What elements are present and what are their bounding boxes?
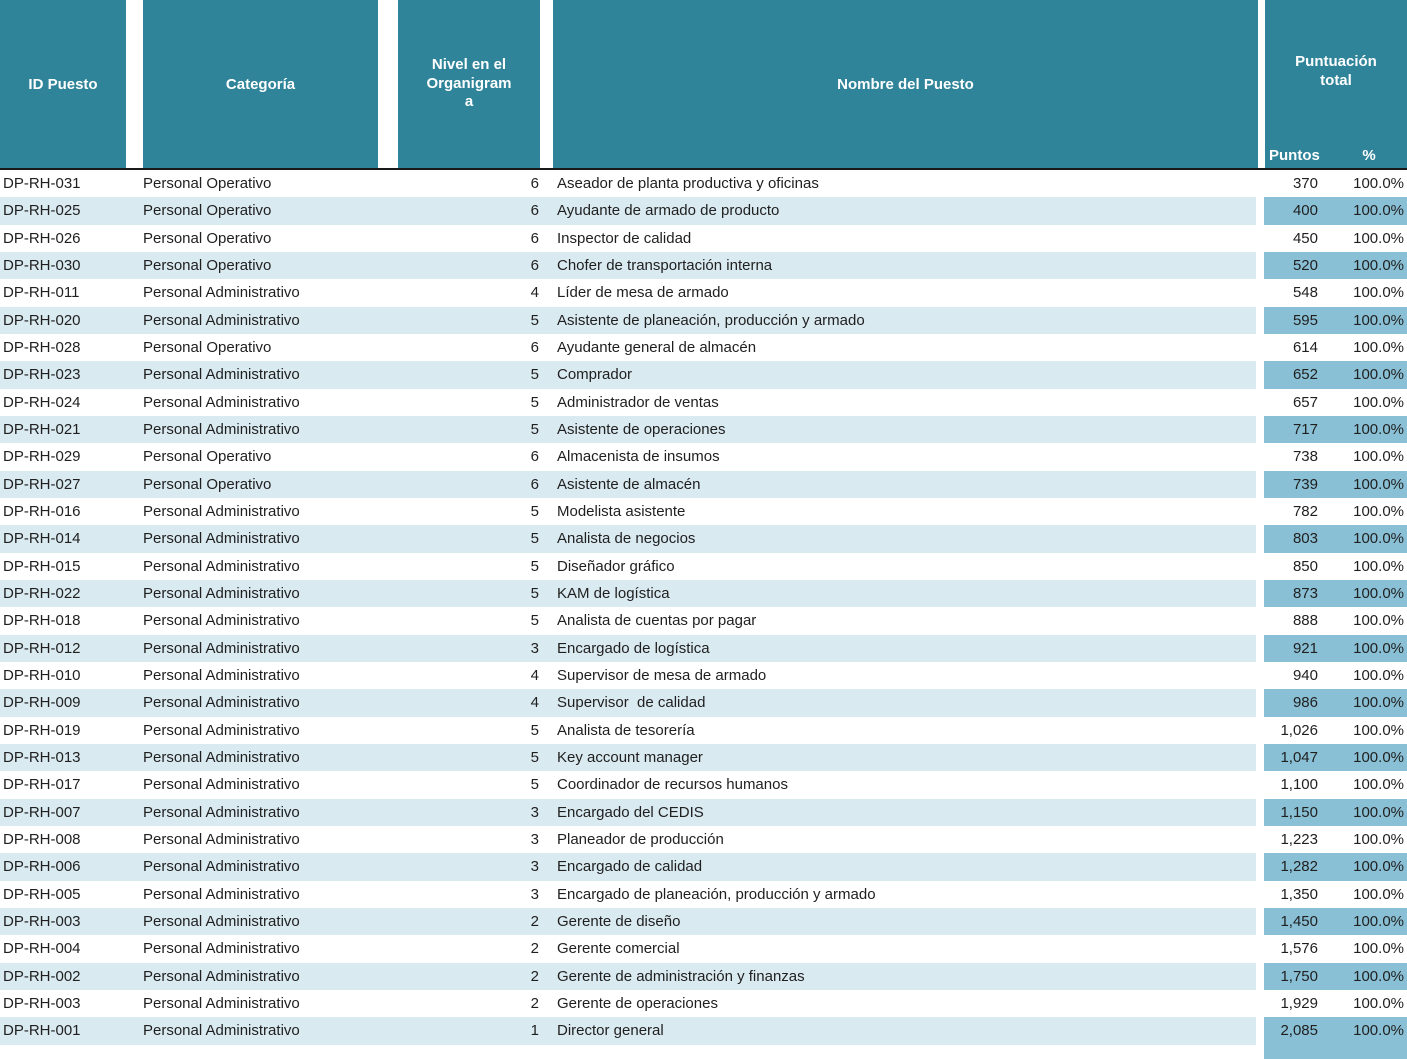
cell-percent: 100.0%	[1330, 307, 1407, 334]
cell-nombre: Chofer de transportación interna	[540, 252, 1256, 279]
sub-header-puntos: Puntos	[1269, 146, 1320, 164]
cell-categoria: Personal Operativo	[143, 229, 272, 247]
cell-percent: 100.0%	[1353, 503, 1404, 521]
cell-gap	[1256, 279, 1264, 306]
cell-gap	[1256, 607, 1264, 634]
cell-gap	[1256, 553, 1264, 580]
table-row	[0, 525, 1407, 552]
cell-nivel: 5	[530, 721, 539, 739]
cell-nivel: 5	[530, 503, 539, 521]
table-row	[0, 963, 1407, 990]
cell-id-puesto: DP-RH-003	[3, 995, 81, 1012]
table-row	[0, 1017, 1407, 1044]
cell-nombre: KAM de logística	[540, 580, 1256, 607]
cell-nombre: Ayudante general de almacén	[557, 339, 757, 357]
cell-gap	[1256, 580, 1264, 607]
cell-gap	[1256, 1017, 1264, 1044]
cell-percent: 100.0%	[1353, 721, 1404, 739]
cell-nombre: Encargado de logística	[540, 635, 1256, 662]
cell-puntos: 614	[1292, 339, 1318, 357]
cell-id-puesto: DP-RH-009	[0, 689, 143, 716]
cell-gap	[1256, 771, 1264, 798]
table-row	[0, 443, 1407, 470]
column-header-label: Categoría	[225, 75, 296, 93]
cell-nombre: Planeador de producción	[557, 831, 724, 849]
cell-categoria: Personal Operativo	[143, 448, 272, 466]
table-row	[0, 771, 1407, 798]
cell-percent: 100.0%	[1353, 940, 1404, 958]
cell-nivel: 6	[398, 252, 540, 279]
cell-percent: 100.0%	[1353, 229, 1404, 247]
cell-nombre: Administrador de ventas	[557, 393, 719, 411]
cell-id-puesto: DP-RH-022	[0, 580, 143, 607]
cell-gap	[1256, 853, 1264, 880]
cell-categoria: Personal Administrativo	[143, 908, 398, 935]
cell-percent: 100.0%	[1353, 831, 1404, 849]
cell-nivel: 6	[530, 175, 539, 193]
cell-gap	[1256, 963, 1264, 990]
cell-nombre: Diseñador gráfico	[557, 557, 675, 575]
cell-nivel: 5	[398, 361, 540, 388]
cell-percent: 100.0%	[1330, 908, 1407, 935]
cell-nombre: Inspector de calidad	[557, 229, 692, 247]
cell-nivel: 4	[530, 284, 539, 302]
cell-id-puesto: DP-RH-012	[0, 635, 143, 662]
cell-percent: 100.0%	[1353, 393, 1404, 411]
cell-id-puesto: DP-RH-002	[0, 963, 143, 990]
table-row	[0, 853, 1407, 880]
cell-id-puesto: DP-RH-024	[3, 393, 81, 411]
cell-nombre: Asistente de operaciones	[540, 416, 1256, 443]
cell-gap	[1256, 525, 1264, 552]
cell-percent: 100.0%	[1330, 1017, 1407, 1044]
table-row	[0, 389, 1407, 416]
cell-puntos: 921	[1264, 635, 1330, 662]
cell-percent: 100.0%	[1353, 995, 1404, 1012]
cell-nivel: 5	[530, 393, 539, 411]
table-row	[0, 744, 1407, 771]
cell-id-puesto: DP-RH-029	[3, 448, 81, 466]
cell-percent: 100.0%	[1330, 361, 1407, 388]
cell-gap	[1256, 252, 1264, 279]
table-row	[0, 498, 1407, 525]
cell-percent: 100.0%	[1353, 885, 1404, 903]
table-row	[0, 908, 1407, 935]
cell-gap	[1256, 197, 1264, 224]
clipped-score-cell	[1264, 1045, 1407, 1059]
cell-categoria: Personal Operativo	[143, 175, 272, 193]
cell-categoria: Personal Operativo	[143, 197, 398, 224]
cell-percent: 100.0%	[1330, 689, 1407, 716]
column-gap	[540, 0, 553, 168]
cell-categoria: Personal Operativo	[143, 339, 272, 357]
cell-gap	[1256, 170, 1264, 197]
cell-nivel: 3	[530, 831, 539, 849]
cell-categoria: Personal Administrativo	[143, 307, 398, 334]
cell-id-puesto: DP-RH-021	[0, 416, 143, 443]
cell-categoria: Personal Operativo	[143, 471, 398, 498]
cell-id-puesto: DP-RH-008	[3, 831, 81, 849]
cell-puntos: 782	[1292, 503, 1318, 521]
column-header-id-puesto	[0, 0, 126, 168]
cell-gap	[1256, 635, 1264, 662]
cell-puntos: 873	[1264, 580, 1330, 607]
cell-categoria: Personal Administrativo	[143, 525, 398, 552]
cell-gap	[1256, 799, 1264, 826]
cell-categoria: Personal Administrativo	[143, 503, 300, 521]
cell-id-puesto: DP-RH-017	[3, 776, 81, 794]
cell-percent: 100.0%	[1353, 339, 1404, 357]
cell-puntos: 1,929	[1280, 995, 1318, 1012]
table-row	[0, 225, 1407, 252]
table-row	[0, 170, 1407, 197]
cell-categoria: Personal Administrativo	[143, 1017, 398, 1044]
cell-id-puesto: DP-RH-019	[3, 721, 81, 739]
cell-categoria: Personal Operativo	[143, 252, 398, 279]
cell-nombre: Ayudante de armado de producto	[540, 197, 1256, 224]
cell-gap	[1256, 225, 1264, 252]
cell-categoria: Personal Administrativo	[143, 744, 398, 771]
cell-nivel: 3	[398, 799, 540, 826]
cell-puntos: 595	[1264, 307, 1330, 334]
cell-puntos: 1,282	[1264, 853, 1330, 880]
cell-nombre: Supervisor de calidad	[540, 689, 1256, 716]
cell-puntos: 717	[1264, 416, 1330, 443]
table-row	[0, 881, 1407, 908]
column-header-nivel-organigrama	[398, 0, 540, 168]
cell-nivel: 5	[398, 307, 540, 334]
cell-nivel: 5	[398, 580, 540, 607]
cell-gap	[1256, 935, 1264, 962]
cell-id-puesto: DP-RH-001	[0, 1017, 143, 1044]
table-row	[0, 935, 1407, 962]
cell-percent: 100.0%	[1353, 448, 1404, 466]
cell-puntos: 520	[1264, 252, 1330, 279]
cell-gap	[1256, 662, 1264, 689]
cell-nombre: Coordinador de recursos humanos	[557, 776, 788, 794]
cell-nivel: 1	[398, 1017, 540, 1044]
cell-puntos: 652	[1264, 361, 1330, 388]
cell-puntos: 548	[1292, 284, 1318, 302]
column-header-label: ID Puesto	[28, 75, 98, 93]
cell-puntos: 1,750	[1264, 963, 1330, 990]
cell-gap	[1256, 744, 1264, 771]
cell-id-puesto: DP-RH-014	[0, 525, 143, 552]
cell-id-puesto: DP-RH-027	[0, 471, 143, 498]
cell-percent: 100.0%	[1330, 471, 1407, 498]
cell-nivel: 5	[398, 744, 540, 771]
cell-nivel: 5	[398, 525, 540, 552]
table-row	[0, 799, 1407, 826]
cell-nombre: Key account manager	[540, 744, 1256, 771]
cell-percent: 100.0%	[1330, 853, 1407, 880]
cell-categoria: Personal Administrativo	[143, 799, 398, 826]
table-row	[0, 717, 1407, 744]
cell-nombre: Supervisor de mesa de armado	[557, 667, 767, 685]
cell-nombre: Asistente de almacén	[540, 471, 1256, 498]
cell-puntos: 1,047	[1264, 744, 1330, 771]
cell-gap	[1256, 334, 1264, 361]
cell-nombre: Modelista asistente	[557, 503, 686, 521]
table-row	[0, 826, 1407, 853]
column-header-puntuacion-total	[1265, 0, 1407, 168]
cell-categoria: Personal Administrativo	[143, 721, 300, 739]
cell-percent: 100.0%	[1353, 175, 1404, 193]
table-row	[0, 279, 1407, 306]
cell-percent: 100.0%	[1353, 612, 1404, 630]
cell-nombre: Director general	[540, 1017, 1256, 1044]
cell-nombre: Encargado del CEDIS	[540, 799, 1256, 826]
cell-nombre: Gerente de operaciones	[557, 995, 718, 1012]
cell-id-puesto: DP-RH-007	[0, 799, 143, 826]
cell-nivel: 3	[530, 885, 539, 903]
cell-nombre: Asistente de planeación, producción y armado	[540, 307, 1256, 334]
cell-nivel: 2	[398, 963, 540, 990]
column-gap	[1258, 0, 1265, 168]
cell-gap	[1256, 689, 1264, 716]
cell-id-puesto: DP-RH-004	[3, 940, 81, 958]
cell-percent: 100.0%	[1330, 252, 1407, 279]
clipped-bottom-row	[0, 1045, 1407, 1059]
cell-categoria: Personal Administrativo	[143, 689, 398, 716]
cell-categoria: Personal Administrativo	[143, 667, 300, 685]
cell-categoria: Personal Administrativo	[143, 940, 300, 958]
column-header-label: Puntuación total	[1295, 52, 1377, 89]
cell-nivel: 3	[398, 853, 540, 880]
cell-puntos: 2,085	[1264, 1017, 1330, 1044]
cell-gap	[1256, 471, 1264, 498]
cell-nivel: 6	[398, 471, 540, 498]
table-row	[0, 334, 1407, 361]
column-gap	[126, 0, 143, 168]
column-header-label: Nivel en el Organigrama	[426, 55, 512, 111]
cell-nombre: Analista de negocios	[540, 525, 1256, 552]
cell-id-puesto: DP-RH-006	[0, 853, 143, 880]
column-gap	[378, 0, 398, 168]
cell-id-puesto: DP-RH-003	[0, 908, 143, 935]
cell-categoria: Personal Administrativo	[143, 580, 398, 607]
cell-percent: 100.0%	[1330, 744, 1407, 771]
cell-puntos: 940	[1292, 667, 1318, 685]
table-row	[0, 635, 1407, 662]
cell-id-puesto: DP-RH-010	[3, 667, 81, 685]
cell-gap	[1256, 307, 1264, 334]
cell-puntos: 850	[1292, 557, 1318, 575]
cell-categoria: Personal Administrativo	[143, 361, 398, 388]
cell-nivel: 3	[398, 635, 540, 662]
cell-percent: 100.0%	[1330, 635, 1407, 662]
cell-puntos: 1,026	[1280, 721, 1318, 739]
cell-id-puesto: DP-RH-005	[3, 885, 81, 903]
cell-nombre: Analista de tesorería	[557, 721, 695, 739]
cell-nivel: 2	[530, 940, 539, 958]
cell-percent: 100.0%	[1330, 580, 1407, 607]
cell-gap	[1256, 498, 1264, 525]
cell-id-puesto: DP-RH-018	[3, 612, 81, 630]
cell-puntos: 986	[1264, 689, 1330, 716]
cell-gap	[1256, 443, 1264, 470]
cell-categoria: Personal Administrativo	[143, 416, 398, 443]
cell-nivel: 5	[530, 776, 539, 794]
cell-percent: 100.0%	[1353, 776, 1404, 794]
cell-percent: 100.0%	[1353, 667, 1404, 685]
table-row	[0, 471, 1407, 498]
cell-puntos: 450	[1292, 229, 1318, 247]
cell-nombre: Gerente comercial	[557, 940, 680, 958]
cell-id-puesto: DP-RH-028	[3, 339, 81, 357]
cell-categoria: Personal Administrativo	[143, 885, 300, 903]
cell-nombre: Almacenista de insumos	[557, 448, 720, 466]
cell-categoria: Personal Administrativo	[143, 393, 300, 411]
cell-puntos: 1,450	[1264, 908, 1330, 935]
cell-nivel: 2	[398, 908, 540, 935]
cell-nivel: 6	[530, 339, 539, 357]
table-row	[0, 553, 1407, 580]
cell-percent: 100.0%	[1330, 416, 1407, 443]
cell-id-puesto: DP-RH-013	[0, 744, 143, 771]
cell-categoria: Personal Administrativo	[143, 831, 300, 849]
cell-puntos: 1,100	[1280, 776, 1318, 794]
cell-puntos: 1,576	[1280, 940, 1318, 958]
cell-nombre: Gerente de diseño	[540, 908, 1256, 935]
cell-id-puesto: DP-RH-025	[0, 197, 143, 224]
cell-nivel: 5	[530, 612, 539, 630]
cell-puntos: 400	[1264, 197, 1330, 224]
cell-nombre: Líder de mesa de armado	[557, 284, 729, 302]
cell-percent: 100.0%	[1330, 799, 1407, 826]
cell-categoria: Personal Administrativo	[143, 284, 300, 302]
cell-id-puesto: DP-RH-016	[3, 503, 81, 521]
cell-nivel: 5	[530, 557, 539, 575]
cell-id-puesto: DP-RH-015	[3, 557, 81, 575]
cell-puntos: 370	[1292, 175, 1318, 193]
cell-gap	[1256, 826, 1264, 853]
cell-puntos: 1,350	[1280, 885, 1318, 903]
table-row	[0, 197, 1407, 224]
cell-nombre: Analista de cuentas por pagar	[557, 612, 757, 630]
sub-header-percent: %	[1362, 146, 1376, 164]
table-row	[0, 252, 1407, 279]
cell-puntos: 657	[1292, 393, 1318, 411]
cell-puntos: 803	[1264, 525, 1330, 552]
table-row	[0, 416, 1407, 443]
column-header-label: Nombre del Puesto	[837, 75, 974, 93]
cell-gap	[1256, 416, 1264, 443]
cell-puntos: 1,223	[1280, 831, 1318, 849]
cell-gap	[1256, 361, 1264, 388]
cell-percent: 100.0%	[1330, 525, 1407, 552]
cell-percent: 100.0%	[1330, 963, 1407, 990]
cell-nombre: Gerente de administración y finanzas	[540, 963, 1256, 990]
cell-gap	[1256, 990, 1264, 1017]
cell-id-puesto: DP-RH-020	[0, 307, 143, 334]
table-row	[0, 607, 1407, 634]
cell-puntos: 1,150	[1264, 799, 1330, 826]
cell-nivel: 4	[398, 689, 540, 716]
column-header-categoria	[143, 0, 378, 168]
cell-categoria: Personal Administrativo	[143, 776, 300, 794]
cell-categoria: Personal Administrativo	[143, 635, 398, 662]
cell-gap	[1256, 908, 1264, 935]
cell-puntos: 739	[1264, 471, 1330, 498]
cell-percent: 100.0%	[1353, 284, 1404, 302]
cell-categoria: Personal Administrativo	[143, 853, 398, 880]
cell-id-puesto: DP-RH-030	[0, 252, 143, 279]
cell-id-puesto: DP-RH-026	[3, 229, 81, 247]
cell-id-puesto: DP-RH-031	[3, 175, 81, 193]
cell-gap	[1256, 389, 1264, 416]
cell-nivel: 4	[530, 667, 539, 685]
table-row	[0, 689, 1407, 716]
cell-percent: 100.0%	[1330, 197, 1407, 224]
table-row	[0, 307, 1407, 334]
cell-nivel: 6	[530, 229, 539, 247]
cell-nombre: Comprador	[540, 361, 1256, 388]
table-row	[0, 361, 1407, 388]
cell-nivel: 6	[530, 448, 539, 466]
table-row	[0, 580, 1407, 607]
column-header-nombre-puesto	[553, 0, 1258, 168]
table-row	[0, 662, 1407, 689]
cell-nombre: Aseador de planta productiva y oficinas	[557, 175, 819, 193]
cell-nivel: 2	[530, 995, 539, 1012]
cell-puntos: 888	[1292, 612, 1318, 630]
table-body	[0, 170, 1407, 1045]
cell-gap	[1256, 881, 1264, 908]
cell-categoria: Personal Administrativo	[143, 995, 300, 1012]
cell-puntos: 738	[1292, 448, 1318, 466]
table-header	[0, 0, 1407, 168]
cell-percent: 100.0%	[1353, 557, 1404, 575]
cell-categoria: Personal Administrativo	[143, 557, 300, 575]
cell-gap	[1256, 717, 1264, 744]
cell-nivel: 6	[398, 197, 540, 224]
clipped-row-spacer	[0, 1045, 1264, 1059]
cell-nivel: 5	[398, 416, 540, 443]
cell-id-puesto: DP-RH-011	[3, 284, 80, 302]
cell-nombre: Encargado de calidad	[540, 853, 1256, 880]
cell-nombre: Encargado de planeación, producción y armado	[557, 885, 876, 903]
sub-header-row	[1265, 142, 1407, 168]
cell-categoria: Personal Administrativo	[143, 963, 398, 990]
cell-id-puesto: DP-RH-023	[0, 361, 143, 388]
cell-categoria: Personal Administrativo	[143, 612, 300, 630]
table-row	[0, 990, 1407, 1017]
